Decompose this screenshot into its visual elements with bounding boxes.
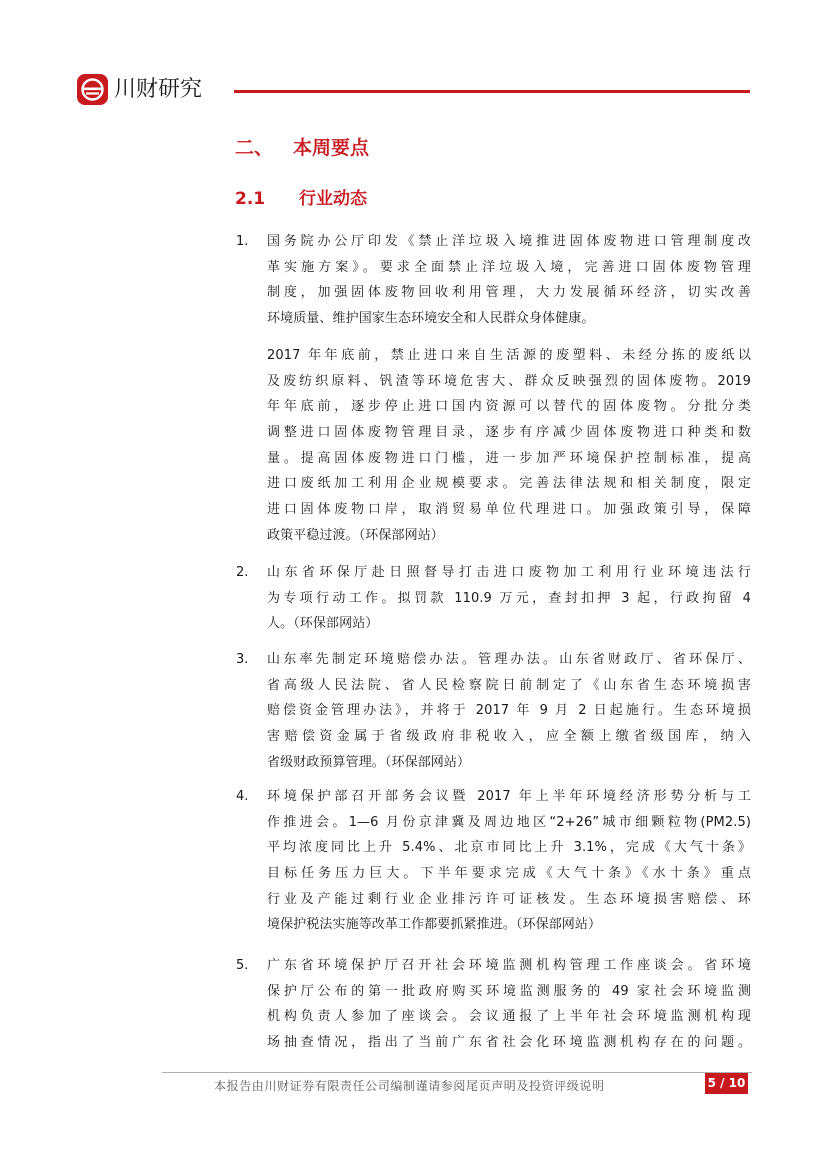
list-item-text xyxy=(267,784,751,938)
text-line: 年年底前，逐步停止进口国内资源可以替代的固体废物。分批分类 xyxy=(267,399,751,415)
text-line: 及废纺织原料、钒渣等环境危害大、群众反映强烈的固体废物。2019 xyxy=(267,373,751,389)
text-line: 山东率先制定环境赔偿办法。管理办法。山东省财政厅、省环保厅、 xyxy=(267,652,751,667)
text-line: 2017 年年底前，禁止进口来自生活源的废塑料、未经分拣的废纸以 xyxy=(267,348,751,363)
text-line: 广东省环境保护厅召开社会环境监测机构管理工作座谈会。省环境 xyxy=(267,958,751,973)
sichuan-finance-logo-icon xyxy=(77,74,108,105)
text-line: 人。（环保部网站） xyxy=(267,616,379,632)
text-line: 量。提高固体废物进口门槛，进一步加严环境保护控制标准，提高 xyxy=(267,450,751,466)
text-line: 境保护税法实施等改革工作都要抓紧推进。（环保部网站） xyxy=(267,917,602,933)
text-line: 进口废纸加工利用企业规模要求。完善法律法规和相关制度，限定 xyxy=(267,476,751,492)
text-line: 革实施方案》。要求全面禁止洋垃圾入境，完善进口固体废物管理 xyxy=(267,259,751,275)
list-item-number: 5. xyxy=(236,958,249,973)
page-header xyxy=(77,74,752,108)
text-line: 平均浓度同比上升 5.4%、北京市同比上升 3.1%，完成《大气十条》 xyxy=(267,840,751,856)
text-line: 国务院办公厅印发《禁止洋垃圾入境推进固体废物进口管理制度改 xyxy=(267,234,751,249)
list-item-number: 3. xyxy=(236,652,249,667)
text-line: 环境保护部召开部务会议暨 2017 年上半年环境经济形势分析与工 xyxy=(267,789,751,804)
subsection-heading xyxy=(235,185,367,213)
brand-name: 川财研究 xyxy=(114,77,203,102)
text-line: 赔偿资金管理办法》，并将于 2017 年 9 月 2 日起施行。生态环境损 xyxy=(267,703,751,719)
list-item-number: 4. xyxy=(236,789,249,804)
text-line: 害赔偿资金属于省级政府非税收入，应全额上缴省级国库，纳入 xyxy=(267,729,751,745)
text-line: 作推进会。1—6 月份京津冀及周边地区“2+26”城市细颗粒物(PM2.5) xyxy=(267,814,751,830)
text-line: 政策平稳过渡。（环保部网站） xyxy=(267,527,444,543)
list-item-text xyxy=(267,560,751,637)
list-item-number: 2. xyxy=(236,565,249,580)
text-line: 制度，加强固体废物回收利用管理，大力发展循环经济，切实改善 xyxy=(267,285,751,301)
section-heading xyxy=(235,133,369,163)
text-line: 行业及产能过剩行业企业排污许可证核发。生态环境损害赔偿、环 xyxy=(267,891,751,907)
text-line: 场抽查情况，指出了当前广东省社会化环境监测机构存在的问题。 xyxy=(267,1035,751,1051)
list-item-paragraph xyxy=(267,343,751,549)
section-number: 二、 xyxy=(235,137,274,159)
text-line: 目标任务压力巨大。下半年要求完成《大气十条》《水十条》重点 xyxy=(267,866,751,882)
text-line: 调整进口固体废物管理目录，逐步有序减少固体废物进口种类和数 xyxy=(267,425,751,441)
footer-disclaimer: 本报告由川财证券有限责任公司编制谨请参阅尾页声明及投资评级说明 xyxy=(214,1079,605,1093)
text-line: 省级财政预算管理。（环保部网站） xyxy=(267,754,471,770)
text-line: 机构负责人参加了座谈会。会议通报了上半年社会环境监测机构现 xyxy=(267,1009,751,1025)
text-line: 环境质量、维护国家生态环境安全和人民群众身体健康。 xyxy=(267,311,595,327)
list-item-text xyxy=(267,647,751,775)
text-line: 山东省环保厅赴日照督导打击进口废物加工利用行业环境违法行 xyxy=(267,565,751,580)
list-item-number: 1. xyxy=(236,234,249,249)
list-item-text xyxy=(267,953,751,1056)
subsection-title: 行业动态 xyxy=(299,189,367,209)
text-line: 保护厅公布的第一批政府购买环境监测服务的 49 家社会环境监测 xyxy=(267,983,751,999)
text-line: 为专项行动工作。拟罚款 110.9 万元，查封扣押 3 起，行政拘留 4 xyxy=(267,590,751,606)
section-title: 本周要点 xyxy=(293,137,370,159)
subsection-number: 2.1 xyxy=(235,189,266,209)
page-number-badge: 5 / 10 xyxy=(705,1073,748,1094)
list-item-text xyxy=(267,229,751,332)
text-line: 进口固体废物口岸，取消贸易单位代理进口。加强政策引导，保障 xyxy=(267,502,751,518)
text-line: 省高级人民法院、省人民检察院日前制定了《山东省生态环境损害 xyxy=(267,677,751,693)
footer-divider xyxy=(162,1072,752,1073)
header-divider xyxy=(234,90,750,93)
